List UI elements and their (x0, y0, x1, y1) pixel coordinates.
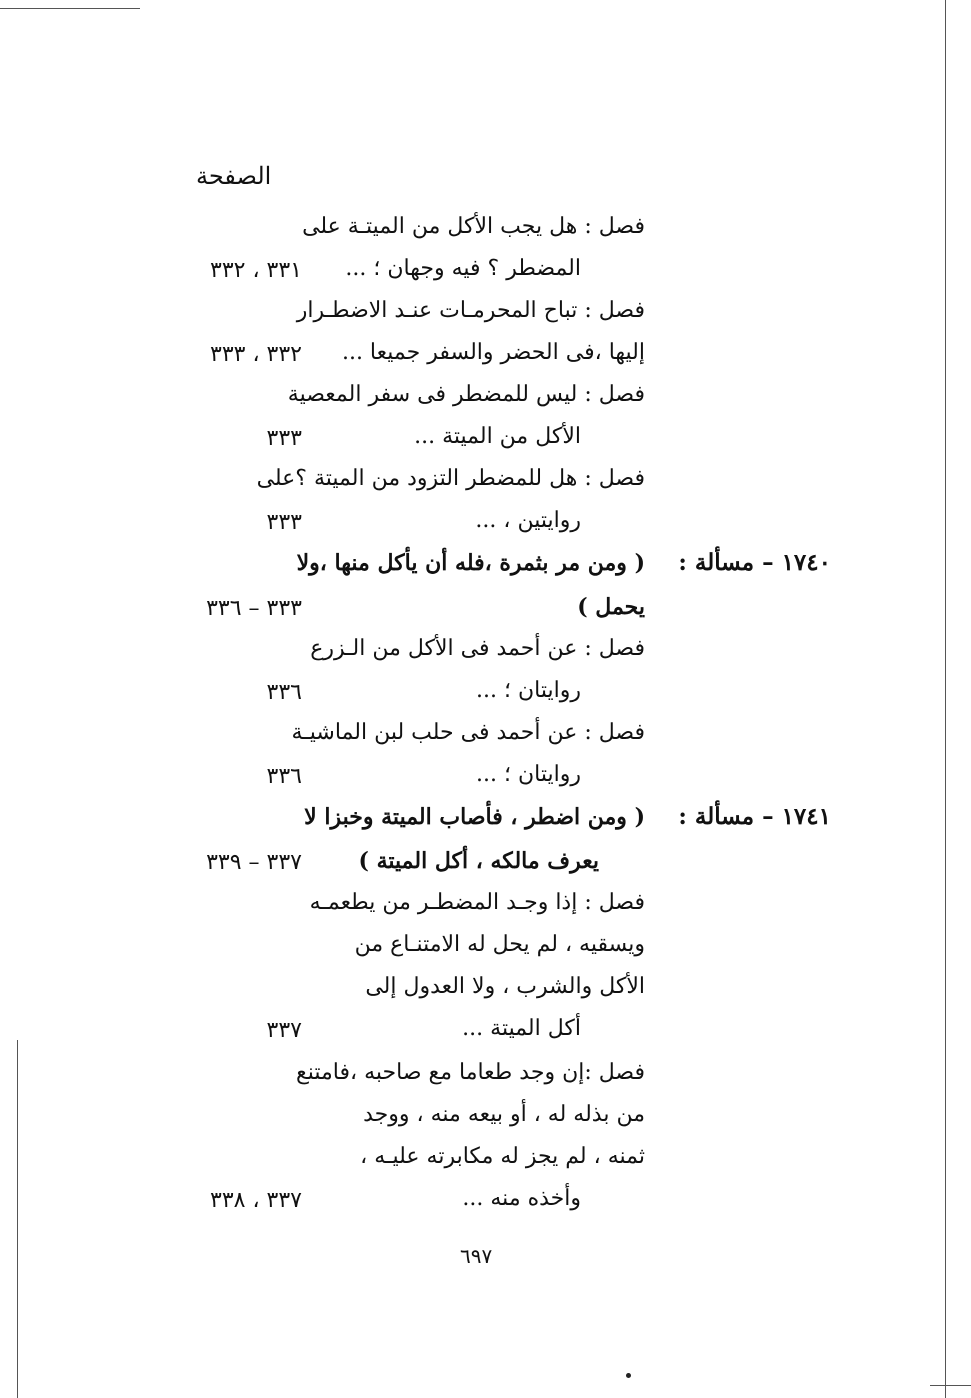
page-column-title: الصفحة (196, 162, 272, 190)
entry-text-line: فصل : تباح المحرمـات عنـد الاضطـرار (296, 298, 645, 323)
entry-page-ref: ٣٣٧ – ٣٣٩ (206, 850, 302, 875)
masala-number: ١٧٤١ – مسألة : (678, 803, 831, 830)
masala-text-line: يحمل ) (577, 594, 645, 620)
masala-number: ١٧٤٠ – مسألة : (678, 549, 831, 576)
entry-text-line: فصل :إن وجد طعاما مع صاحبه ،فامتنع (296, 1060, 645, 1085)
entry-text-line: روايتين ، ... (475, 508, 581, 533)
scan-speck (626, 1373, 631, 1378)
entry-text-line: فصل : هل للمضطر التزود من الميتة ؟على (256, 466, 645, 491)
entry-page-ref: ٣٣٣ – ٣٣٦ (206, 596, 302, 621)
entry-page-ref: ٣٣٦ (266, 680, 302, 705)
entry-text-line: فصل : هل يجب الأكل من الميتـة على (302, 214, 645, 239)
entry-page-ref: ٣٣٣ (266, 510, 302, 535)
entry-text-line: فصل : ليس للمضطر فى سفر المعصية (287, 382, 645, 407)
entry-text-line: أكل الميتة ... (462, 1016, 581, 1041)
entry-text-line: الأكل من الميتة ... (414, 424, 581, 449)
entry-text-line: الأكل والشرب ، ولا العدول إلى (365, 974, 645, 999)
entry-page-ref: ٣٣٣ (266, 426, 302, 451)
entry-page-ref: ٣٣٦ (266, 764, 302, 789)
entry-page-ref: ٣٣١ ، ٣٣٢ (210, 258, 302, 283)
masala-text-line: ( ومن مر بثمرة ،فله أن يأكل منها ،ولا (296, 550, 645, 576)
masala-text-line: ( ومن اضطر ، فأصاب الميتة وخبزا لا (304, 804, 645, 830)
entry-text-line: روايتان ؛ ... (476, 678, 581, 703)
entry-text-line: إليها ،فى الحضر والسفر جميعا ... (341, 340, 645, 365)
entry-text-line: فصل : عن أحمد فى الأكل من الـزرع (310, 636, 645, 661)
page-number: ٦٩٧ (460, 1244, 493, 1268)
entry-text-line: ويسقيه ، لم يحل له الامتنـاع من (354, 932, 645, 957)
masala-text-line: يعرف مالكه ، أكل الميتة ) (358, 848, 599, 874)
entry-text-line: المضطر ؟ فيه وجهان ؛ ... (345, 256, 581, 281)
entry-page-ref: ٣٣٧ ، ٣٣٨ (210, 1188, 302, 1213)
entry-text-line: ثمنه ، لم يجز له مكابرته عليـه ، (360, 1144, 645, 1169)
entry-text-line: من بذله له ، أو بيعه منه ، ووجد (363, 1102, 645, 1127)
entry-text-line: فصل : عن أحمد فى حلب لبن الماشيـة (291, 720, 645, 745)
entry-text-line: وأخذه منه ... (462, 1186, 581, 1211)
entry-page-ref: ٣٣٧ (266, 1018, 302, 1043)
entry-text-line: روايتان ؛ ... (476, 762, 581, 787)
entry-text-line: فصل : إذا وجـد المضطـر من يطعمـه (309, 890, 645, 915)
entry-page-ref: ٣٣٢ ، ٣٣٣ (210, 342, 302, 367)
